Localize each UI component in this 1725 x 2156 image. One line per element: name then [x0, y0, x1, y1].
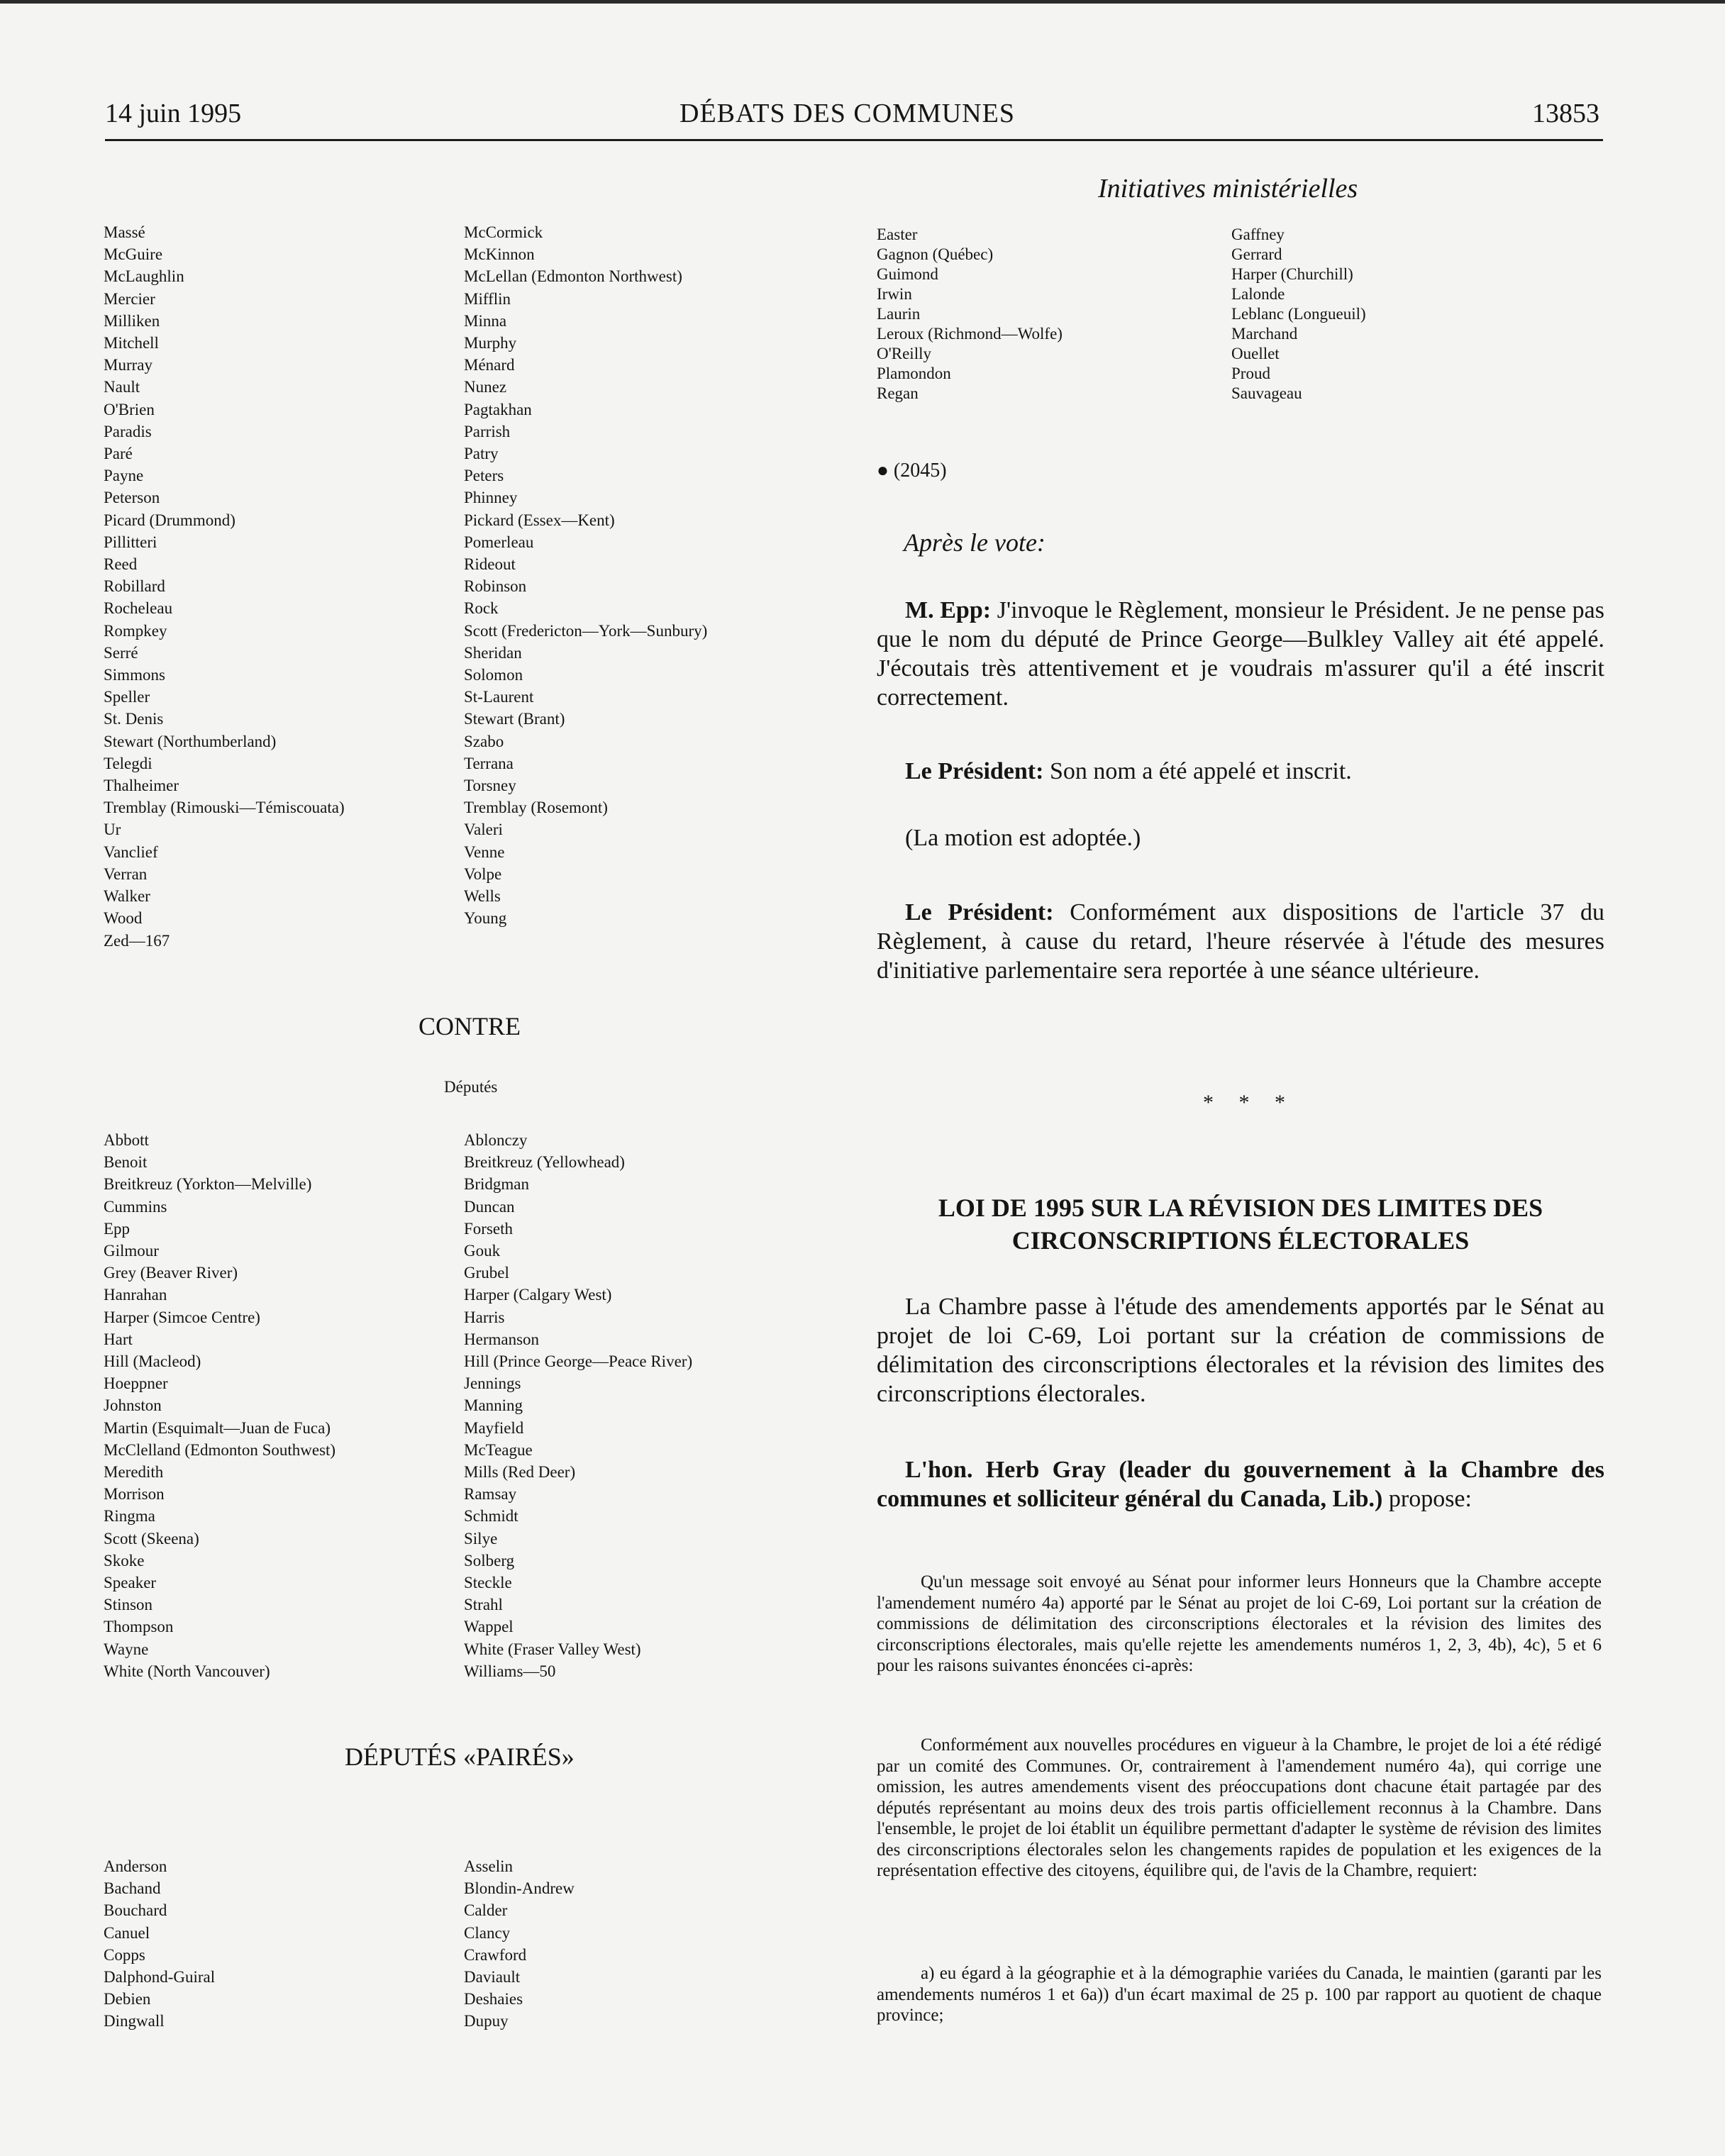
president-reply-paragraph [877, 757, 1604, 786]
member-name: Rock [464, 599, 499, 618]
member-name: Massé [104, 223, 145, 241]
member-name: Peters [464, 467, 504, 485]
member-name: McTeague [464, 1440, 533, 1459]
member-name: Mayfield [464, 1418, 524, 1437]
top-rule [0, 0, 1725, 4]
member-name: Abbott [104, 1131, 149, 1149]
member-name: Torsney [464, 777, 516, 795]
member-name: Speaker [104, 1574, 157, 1592]
member-name: McGuire [104, 245, 163, 264]
contre-list-col2 [464, 1129, 692, 1682]
deputes-subheading: Députés [444, 1078, 498, 1096]
member-name: Morrison [104, 1485, 165, 1504]
member-name: Guimond [877, 265, 938, 283]
member-name: Williams—50 [464, 1662, 556, 1680]
gray-paragraph [877, 1455, 1604, 1513]
member-name: McLellan (Edmonton Northwest) [464, 267, 682, 286]
member-name: Solberg [464, 1551, 515, 1569]
member-name: McCormick [464, 223, 543, 241]
member-name: Wayne [104, 1640, 149, 1658]
member-name: McKinnon [464, 245, 535, 264]
member-name: Plamondon [877, 365, 951, 382]
member-name: Zed—167 [104, 931, 170, 950]
member-name: Proud [1231, 365, 1270, 382]
member-name: Payne [104, 467, 144, 485]
speaker-president-2: Le Président: [905, 899, 1054, 926]
president-ruling-text: Conformément aux dispositions de l'article 37 du Règlement, à cause du retard, l'heure réservée à l'étude des mesures d'initiative parlementaire sera reportée à une séance ultérieure. [877, 899, 1605, 984]
member-name: Easter [877, 226, 918, 243]
member-name: Lalonde [1231, 285, 1285, 303]
member-name: Daviault [464, 1968, 521, 1986]
member-name: Tremblay (Rimouski—Témiscouata) [104, 799, 345, 817]
motion-text-para1: Qu'un message soit envoyé au Sénat pour informer leurs Honneurs que la Chambre accepte l'amendement numéro 4a) apporté par le Sénat au projet de loi C-69, Loi portant sur la création de commissions de délimitation des circonscriptions électorales et la révision des limites des circonscriptions électorales, mais qu'elle rejette les amendements numéros 1, 2, 3, 4b), 4c), 5 et 6 pour les raisons suivantes énoncées ci-après: [877, 1572, 1602, 1675]
pour-list-col4 [1231, 225, 1366, 404]
member-name: Peterson [104, 489, 160, 507]
member-name: Leroux (Richmond—Wolfe) [877, 325, 1063, 343]
member-name: Wood [104, 909, 143, 928]
member-name: McClelland (Edmonton Southwest) [104, 1440, 336, 1459]
pour-list-col3 [877, 225, 1063, 404]
member-name: Copps [104, 1945, 145, 1964]
member-name: Grey (Beaver River) [104, 1264, 238, 1282]
member-name: Telegdi [104, 754, 152, 772]
member-name: Epp [104, 1219, 131, 1238]
member-name: Pillitteri [104, 533, 157, 551]
member-name: Debien [104, 1990, 151, 2008]
member-name: Crawford [464, 1945, 527, 1964]
time-marker: ● (2045) [877, 460, 947, 482]
member-name: St-Laurent [464, 688, 534, 706]
member-name: Thompson [104, 1618, 174, 1636]
member-name: Paradis [104, 422, 152, 440]
member-name: Asselin [464, 1857, 513, 1875]
member-name: Gilmour [104, 1242, 159, 1260]
member-name: Anderson [104, 1857, 167, 1875]
publication-title: DÉBATS DES COMMUNES [680, 99, 1015, 128]
member-name: Simmons [104, 666, 165, 684]
member-name: Gerrard [1231, 245, 1282, 263]
member-name: Verran [104, 865, 148, 883]
member-name: Bachand [104, 1879, 161, 1898]
member-name: Rocheleau [104, 599, 173, 618]
motion-adopted: (La motion est adoptée.) [905, 825, 1141, 851]
member-name: Vanclief [104, 843, 158, 861]
member-name: Thalheimer [104, 777, 179, 795]
member-name: Cummins [104, 1197, 167, 1216]
member-name: Robinson [464, 577, 527, 596]
member-name: Stewart (Northumberland) [104, 732, 277, 750]
member-name: Scott (Fredericton—York—Sunbury) [464, 621, 708, 640]
member-name: Blondin-Andrew [464, 1879, 575, 1898]
member-name: Pickard (Essex—Kent) [464, 511, 615, 529]
running-head: Initiatives ministérielles [1098, 174, 1358, 204]
member-name: Nunez [464, 378, 507, 396]
member-name: Canuel [104, 1923, 150, 1942]
member-name: Benoit [104, 1153, 148, 1172]
member-name: Reed [104, 555, 138, 574]
member-name: Pagtakhan [464, 400, 532, 418]
member-name: Calder [464, 1901, 508, 1920]
member-name: Stinson [104, 1596, 153, 1614]
after-vote-heading: Après le vote: [904, 528, 1045, 557]
member-name: O'Brien [104, 400, 155, 418]
member-name: Solomon [464, 666, 523, 684]
member-name: Rompkey [104, 621, 167, 640]
member-name: Strahl [464, 1596, 503, 1614]
member-name: Meredith [104, 1463, 164, 1482]
motion-text-para2: Conformément aux nouvelles procédures en vigueur à la Chambre, le projet de loi a été rédigé par un comité des Communes. Or, contrairement à l'amendement numéro 4a), qui corrige une omission, les autres amendements visent des préoccupations dont chacune était partagée par des députés représentant au moins deux des trois partis officiellement reconnus à la Chambre. Dans l'ensemble, le projet de loi établit un équilibre permettant d'adapter le système de révision des limites des circonscriptions électorales selon les changements rapides de population et les exigences de la représentation effective des citoyens, équilibre qui, de l'avis de la Chambre, requiert: [877, 1735, 1602, 1880]
member-name: Ur [104, 821, 121, 839]
bill-title [877, 1191, 1604, 1257]
member-name: Venne [464, 843, 505, 861]
member-name: Gaffney [1231, 226, 1285, 243]
member-name: Rideout [464, 555, 516, 574]
member-name: Sauvageau [1231, 384, 1302, 402]
member-name: Picard (Drummond) [104, 511, 235, 529]
member-name: Scott (Skeena) [104, 1529, 199, 1547]
member-name: Duncan [464, 1197, 515, 1216]
member-name: Patry [464, 445, 499, 463]
member-name: Hill (Prince George—Peace River) [464, 1352, 693, 1371]
paires-list-col1 [104, 1855, 215, 2033]
paires-list-col2 [464, 1855, 575, 2033]
member-name: Harris [464, 1308, 505, 1326]
member-name: Skoke [104, 1551, 145, 1569]
member-name: Hart [104, 1330, 133, 1348]
chambre-paragraph: La Chambre passe à l'étude des amendements apportés par le Sénat au projet de loi C-69, Loi portant sur la création de commissions de délimitation des circonscriptions électorales et la révision des limites des circonscriptions électorales. [877, 1294, 1604, 1407]
member-name: Young [464, 909, 507, 928]
member-name: Mills (Red Deer) [464, 1463, 576, 1482]
member-name: Mitchell [104, 334, 159, 352]
member-name: Valeri [464, 821, 503, 839]
member-name: Irwin [877, 285, 912, 303]
speaker-epp: M. Epp: [905, 597, 992, 623]
motion-text-para3: a) eu égard à la géographie et à la démographie variées du Canada, le maintien (garanti par les amendements numéros 1 et 6a)) d'un écart maximal de 25 p. 100 par rapport au quotient de chaque province; [877, 1964, 1602, 2025]
member-name: St. Denis [104, 710, 164, 728]
member-name: Phinney [464, 489, 518, 507]
member-name: Sheridan [464, 643, 522, 662]
member-name: Jennings [464, 1374, 521, 1393]
member-name: Hanrahan [104, 1286, 167, 1304]
member-name: Wappel [464, 1618, 514, 1636]
member-name: Ablonczy [464, 1131, 528, 1149]
member-name: Wells [464, 887, 501, 906]
member-name: Leblanc (Longueuil) [1231, 305, 1366, 323]
member-name: Schmidt [464, 1507, 518, 1526]
member-name: Walker [104, 887, 150, 906]
member-name: Ramsay [464, 1485, 517, 1504]
member-name: McLaughlin [104, 267, 184, 286]
bill-title-line2: CIRCONSCRIPTIONS ÉLECTORALES [1011, 1226, 1470, 1255]
member-name: Stewart (Brant) [464, 710, 565, 728]
member-name: Ringma [104, 1507, 155, 1526]
member-name: Terrana [464, 754, 514, 772]
member-name: Harper (Simcoe Centre) [104, 1308, 260, 1326]
epp-text: J'invoque le Règlement, monsieur le Président. Je ne pense pas que le nom du député de Prince George—Bulkley Valley ait été appelé. J'écoutais très attentivement et je voudrais m'assurer qu'il a été inscrit correctement. [877, 597, 1604, 711]
member-name: Deshaies [464, 1990, 523, 2008]
member-name: O'Reilly [877, 345, 931, 362]
pour-list-col1 [104, 221, 345, 952]
member-name: Volpe [464, 865, 502, 883]
member-name: Paré [104, 445, 133, 463]
member-name: Mifflin [464, 289, 511, 308]
header-rule [105, 139, 1603, 141]
member-name: Gouk [464, 1242, 501, 1260]
member-name: Forseth [464, 1219, 513, 1238]
speaker-gray: L'hon. Herb Gray (leader du gouvernement à la Chambre des communes et solliciteur général du Canada, Lib.) [877, 1457, 1604, 1512]
member-name: White (Fraser Valley West) [464, 1640, 641, 1658]
member-name: Dupuy [464, 2012, 509, 2030]
member-name: Murphy [464, 334, 517, 352]
member-name: Milliken [104, 311, 160, 330]
member-name: Speller [104, 688, 150, 706]
member-name: Dalphond-Guiral [104, 1968, 216, 1986]
member-name: Nault [104, 378, 140, 396]
header-date: 14 juin 1995 [105, 99, 242, 128]
member-name: Serré [104, 643, 138, 662]
member-name: Szabo [464, 732, 504, 750]
member-name: Breitkreuz (Yellowhead) [464, 1153, 625, 1172]
member-name: Murray [104, 356, 152, 374]
member-name: Robillard [104, 577, 165, 596]
member-name: Hoeppner [104, 1374, 168, 1393]
member-name: Harper (Calgary West) [464, 1286, 612, 1304]
paires-heading: DÉPUTÉS «PAIRÉS» [345, 1743, 575, 1771]
member-name: Martin (Esquimalt—Juan de Fuca) [104, 1418, 331, 1437]
member-name: Ménard [464, 356, 515, 374]
contre-heading: CONTRE [418, 1012, 521, 1040]
member-name: Gagnon (Québec) [877, 245, 994, 263]
member-name: Silye [464, 1529, 498, 1547]
president-ruling-paragraph [877, 898, 1604, 985]
member-name: Grubel [464, 1264, 509, 1282]
member-name: Regan [877, 384, 919, 402]
member-name: Manning [464, 1396, 523, 1415]
speaker-president: Le Président: [905, 758, 1044, 784]
member-name: Dingwall [104, 2012, 165, 2030]
epp-paragraph [877, 596, 1604, 712]
page-number: 13853 [1532, 99, 1599, 128]
member-name: Steckle [464, 1574, 512, 1592]
member-name: Laurin [877, 305, 921, 323]
member-name: Minna [464, 311, 507, 330]
member-name: Johnston [104, 1396, 162, 1415]
member-name: Clancy [464, 1923, 511, 1942]
member-name: Hermanson [464, 1330, 540, 1348]
member-name: Breitkreuz (Yorkton—Melville) [104, 1175, 312, 1194]
member-name: Marchand [1231, 325, 1298, 343]
member-name: Mercier [104, 289, 155, 308]
member-name: Bouchard [104, 1901, 167, 1920]
member-name: Ouellet [1231, 345, 1280, 362]
pour-list-col2 [464, 221, 707, 930]
gray-text: propose: [1382, 1486, 1472, 1512]
member-name: Hill (Macleod) [104, 1352, 201, 1371]
section-separator: * * * [1203, 1091, 1295, 1114]
president-reply-text: Son nom a été appelé et inscrit. [1043, 758, 1352, 784]
member-name: Bridgman [464, 1175, 529, 1194]
member-name: Parrish [464, 422, 511, 440]
member-name: White (North Vancouver) [104, 1662, 270, 1680]
member-name: Tremblay (Rosemont) [464, 799, 608, 817]
member-name: Pomerleau [464, 533, 534, 551]
member-name: Harper (Churchill) [1231, 265, 1353, 283]
bill-title-line1: LOI DE 1995 SUR LA RÉVISION DES LIMITES DES [938, 1194, 1543, 1222]
contre-list-col1 [104, 1129, 335, 1682]
